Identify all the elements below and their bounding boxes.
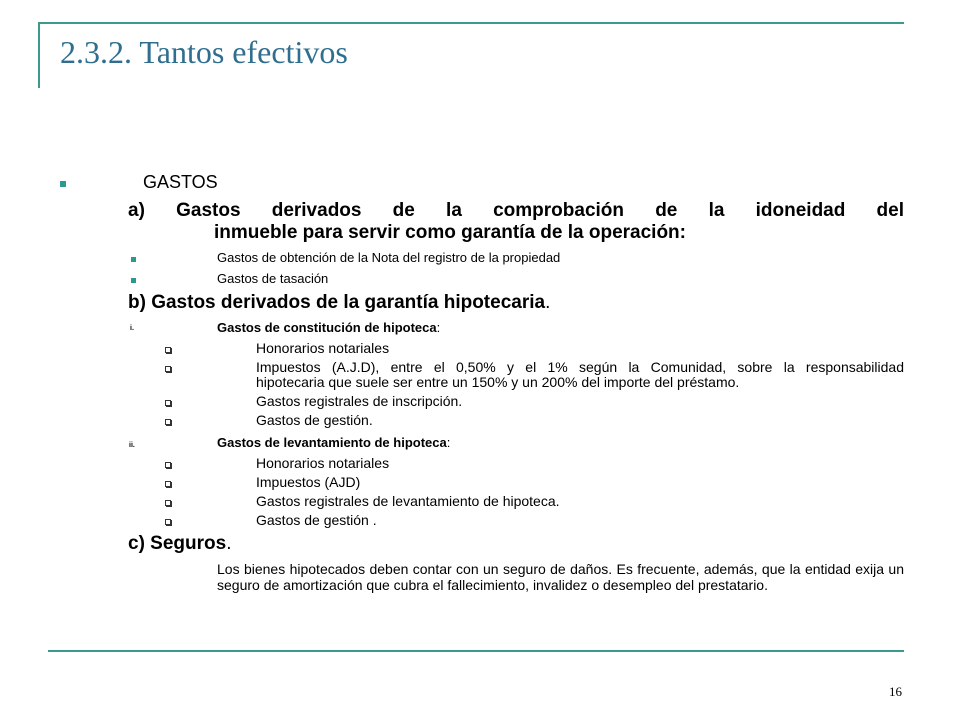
section-a-line1: a) Gastos derivados de la comprobación de la idoneidad del xyxy=(128,200,904,221)
sub-i-item: Gastos registrales de inscripción. xyxy=(256,393,463,409)
sub-ii-item: Honorarios notariales xyxy=(256,455,390,471)
box-bullet-icon xyxy=(165,400,171,406)
box-bullet-icon xyxy=(165,347,171,353)
page-number: 16 xyxy=(889,684,902,699)
sub-ii-heading xyxy=(217,435,450,450)
gastos-heading: GASTOS xyxy=(143,172,218,192)
bottom-rule xyxy=(48,650,904,652)
sub-ii-item: Impuestos (AJD) xyxy=(256,474,361,490)
slide-title: 2.3.2. Tantos efectivos xyxy=(60,34,348,70)
sub-ii-item: Gastos registrales de levantamiento de hipoteca. xyxy=(256,493,560,509)
box-bullet-icon xyxy=(165,462,171,468)
box-bullet-icon xyxy=(165,366,171,372)
section-a-line2: inmueble para servir como garantía de la operación: xyxy=(214,222,686,243)
box-bullet-icon xyxy=(165,481,171,487)
section-c-paragraph: Los bienes hipotecados deben contar con un seguro de daños. Es frecuente, además, que la entidad exija un seguro de amortización que cubra el fallecimiento, invalidez o desempleo del prestatario. xyxy=(217,561,904,593)
sub-ii-colon: : xyxy=(446,435,451,450)
section-c-title-end: . xyxy=(226,533,232,554)
roman-marker-ii: ii. xyxy=(129,442,135,449)
bullet-square-icon xyxy=(131,278,136,283)
section-c-title xyxy=(128,533,231,555)
sub-i-label: Gastos de constitución de hipoteca xyxy=(217,320,437,335)
section-a-item: Gastos de tasación xyxy=(217,271,329,286)
bullet-square-icon xyxy=(60,181,66,187)
box-bullet-icon xyxy=(165,519,171,525)
box-bullet-icon xyxy=(165,500,171,506)
sub-i-item-cont: hipotecaria que suele ser entre un 150% y un 200% del importe del préstamo. xyxy=(256,374,740,390)
left-rule xyxy=(38,22,40,88)
sub-i-item: Honorarios notariales xyxy=(256,340,390,356)
sub-i-item: Gastos de gestión. xyxy=(256,412,373,428)
section-c-title-text: c) Seguros xyxy=(128,533,227,554)
box-bullet-icon xyxy=(165,419,171,425)
section-b-title xyxy=(128,292,550,314)
bullet-square-icon xyxy=(131,257,136,262)
sub-i-colon: : xyxy=(436,320,441,335)
section-a-item: Gastos de obtención de la Nota del registro de la propiedad xyxy=(217,250,561,265)
sub-ii-item: Gastos de gestión . xyxy=(256,512,377,528)
sub-i-item: Impuestos (A.J.D), entre el 0,50% y el 1% según la Comunidad, sobre la responsabilidad xyxy=(256,359,904,375)
top-rule xyxy=(40,22,904,24)
roman-marker-i: i. xyxy=(130,325,134,332)
section-b-title-text: b) Gastos derivados de la garantía hipotecaria xyxy=(128,292,546,313)
sub-ii-label: Gastos de levantamiento de hipoteca xyxy=(217,435,447,450)
sub-i-heading xyxy=(217,320,440,335)
section-b-title-end: . xyxy=(545,292,551,313)
